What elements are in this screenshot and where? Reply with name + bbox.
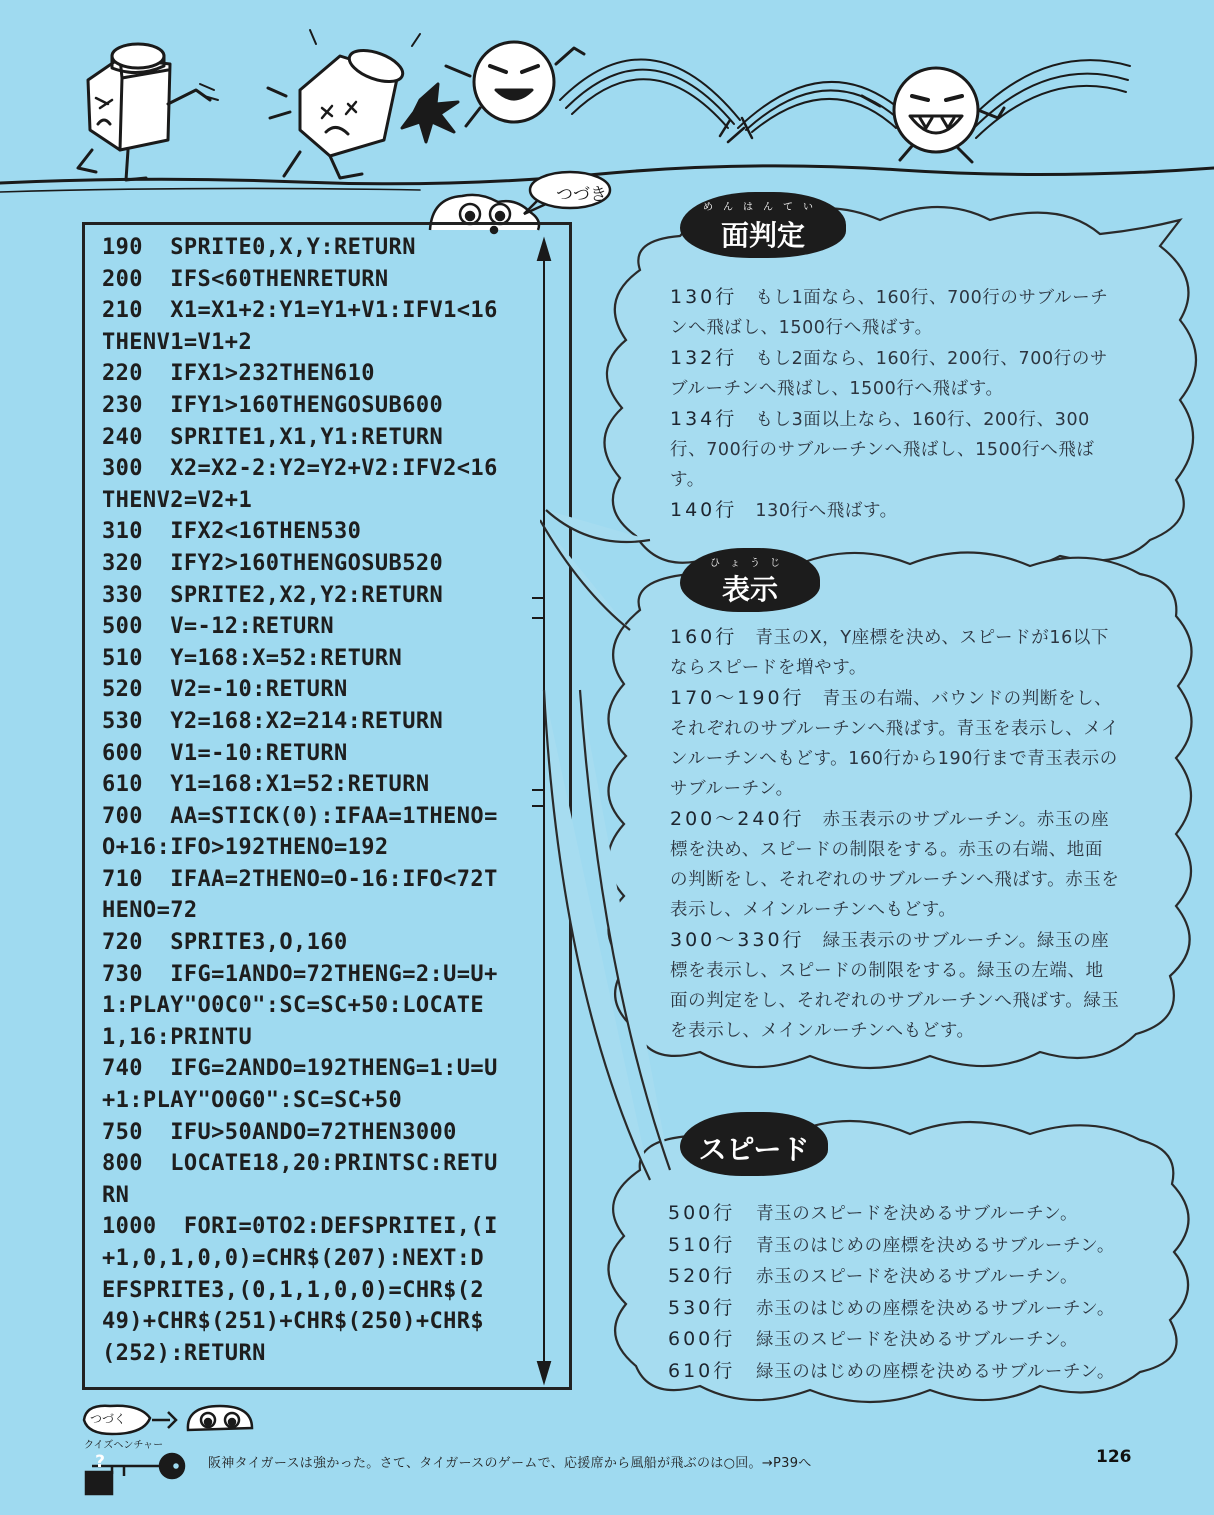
desc-item: 200〜240行 赤玉表示のサブルーチン。赤玉の座標を決め、スピードの制限をする。赤玉の右端、地面の判断をし、それぞれのサブルーチンへ飛ばす。赤玉を表示し、メインルーチンへもどす。	[670, 808, 1120, 920]
section-men-hantei	[670, 282, 1120, 526]
code-line: +1:PLAY"O0G0":SC=SC+50	[102, 1088, 403, 1114]
desc-item: 160行 青玉のX，Y座標を決め、スピードが16以下ならスピードを増やす。	[670, 626, 1110, 678]
code-line: 1000 FORI=0TO2:DEFSPRITEI,(I	[102, 1214, 498, 1240]
ball-face-icon	[446, 42, 584, 126]
badge-speed: スピード	[680, 1112, 828, 1176]
code-line: 510 Y=168:X=52:RETURN	[102, 645, 403, 671]
code-line: 730 IFG=1ANDO=72THENG=2:U=U+	[102, 961, 498, 987]
code-line: +1,0,1,0,0)=CHR$(207):NEXT:D	[102, 1246, 485, 1271]
code-line: (252):RETURN	[102, 1340, 266, 1366]
list-item: 510行 青玉のはじめの座標を決めるサブルーチン。	[668, 1233, 1116, 1256]
code-line: 720 SPRITE3,O,160	[102, 930, 348, 956]
list-item: 500行 青玉のスピードを決めるサブルーチン。	[668, 1202, 1079, 1224]
code-line: 320 IFY2>160THENGOSUB520	[102, 550, 444, 576]
code-line: 210 X1=X1+2:Y1=Y1+V1:IFV1<16	[102, 298, 498, 324]
code-line: 230 IFY1>160THENGOSUB600	[102, 392, 444, 418]
quiz-question: 阪神タイガースは強かった。さて、タイガースのゲームで、応援席から風船が飛ぶのは○回。→P39へ	[208, 1456, 812, 1471]
code-line: 240 SPRITE1,X1,Y1:RETURN	[102, 424, 444, 450]
rainbow-arcs	[560, 60, 1130, 143]
code-line: 220 IFX1>232THEN610	[102, 361, 375, 387]
desc-item: 132行 もし2面なら、160行、200行、700行のサブルーチンへ飛ばし、1500行へ飛ばす。	[670, 347, 1109, 399]
code-line: 800 LOCATE18,20:PRINTSC:RETU	[102, 1151, 498, 1177]
code-line: EFSPRITE3,(0,1,1,0,0)=CHR$(2	[102, 1277, 485, 1303]
code-line: 190 SPRITE0,X,Y:RETURN	[102, 235, 416, 260]
ball-face-right-icon	[862, 68, 1004, 162]
code-line: 300 X2=X2-2:Y2=Y2+V2:IFV2<16	[102, 456, 498, 482]
quiz-mark: ?	[95, 1452, 105, 1472]
desc-item: 300〜330行 緑玉表示のサブルーチン。緑玉の座標を表示し、スピードの制限をする。緑玉の左端、地面の判定をし、それぞれのサブルーチンへ飛ばす。緑玉を表示し、メインルーチンへもどす。	[670, 929, 1120, 1041]
code-line: 700 AA=STICK(0):IFAA=1THENO=	[102, 803, 498, 829]
code-line: 710 IFAA=2THENO=O-16:IFO<72T	[102, 866, 498, 892]
code-line: HENO=72	[102, 898, 198, 924]
code-line: RN	[102, 1182, 130, 1208]
code-line: THENV1=V1+2	[102, 329, 253, 355]
desc-item: 140行 130行へ飛ばす。	[670, 499, 898, 521]
continued-top-label: つづき	[556, 185, 607, 205]
section-hyouji	[670, 622, 1120, 1046]
code-line: O+16:IFO>192THENO=192	[102, 835, 389, 861]
code-line: 330 SPRITE2,X2,Y2:RETURN	[102, 582, 444, 608]
code-line: 750 IFU>50ANDO=72THEN3000	[102, 1119, 457, 1145]
desc-item: 170〜190行 青玉の右端、バウンドの判断をし、それぞれのサブルーチンへ飛ばす。青玉を表示し、メインルーチンへもどす。160行から190行まで青玉表示のサブルーチン。	[670, 687, 1120, 799]
code-line: 610 Y1=168:X1=52:RETURN	[102, 772, 430, 798]
code-line: THENV2=V2+1	[102, 487, 253, 513]
bottle-character-icon	[78, 44, 218, 180]
code-listing	[102, 232, 542, 1369]
list-item: 530行 赤玉のはじめの座標を決めるサブルーチン。	[668, 1296, 1116, 1319]
desc-item: 130行 もし1面なら、160行、700行のサブルーチンへ飛ばし、1500行へ飛ばす。	[670, 286, 1109, 338]
code-line: 500 V=-12:RETURN	[102, 614, 334, 640]
code-line: 49)+CHR$(251)+CHR$(250)+CHR$	[102, 1309, 485, 1335]
code-line: 1:PLAY"O0C0":SC=SC+50:LOCATE	[102, 993, 485, 1019]
section-speed	[668, 1198, 1128, 1387]
code-line: 310 IFX2<16THEN530	[102, 519, 362, 545]
tumbling-bottle-icon	[268, 30, 458, 178]
code-line: 1,16:PRINTU	[102, 1024, 253, 1050]
list-item: 610行 緑玉のはじめの座標を決めるサブルーチン。	[668, 1359, 1116, 1382]
code-line: 600 V1=-10:RETURN	[102, 740, 348, 766]
continued-bottom-label: つづく	[90, 1412, 127, 1426]
quiz-label: クイズヘンチャー	[84, 1440, 164, 1451]
desc-item: 134行 もし3面以上なら、160行、200行、300行、700行のサブルーチンへ飛ばし、1500行へ飛ばす。	[670, 408, 1095, 490]
badge-hyouji: ひょうじ 表示	[680, 548, 820, 612]
code-line: 530 Y2=168:X2=214:RETURN	[102, 708, 444, 734]
code-line: 520 V2=-10:RETURN	[102, 677, 348, 703]
page-number: 126	[1096, 1447, 1132, 1467]
code-line: 740 IFG=2ANDO=192THENG=1:U=U	[102, 1056, 498, 1082]
list-item: 520行 赤玉のスピードを決めるサブルーチン。	[668, 1265, 1079, 1287]
badge-men-hantei: めんはんてい 面判定	[680, 192, 846, 258]
code-line: 200 IFS<60THENRETURN	[102, 266, 389, 292]
list-item: 600行 緑玉のスピードを決めるサブルーチン。	[668, 1328, 1079, 1350]
